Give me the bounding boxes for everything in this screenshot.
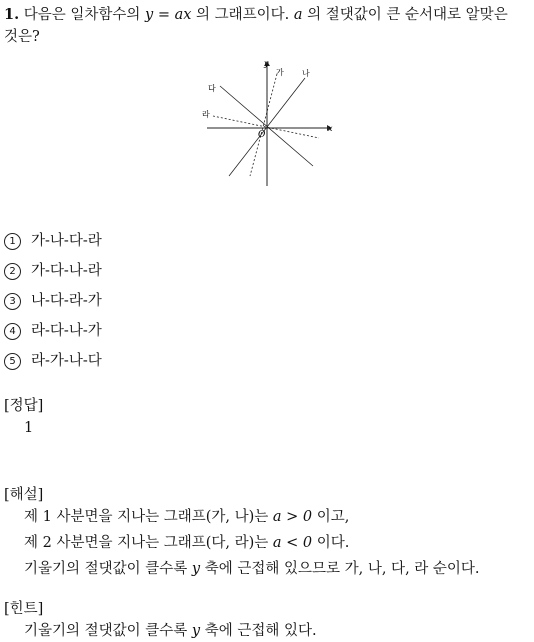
question-text-line2: 것은? xyxy=(4,29,40,45)
label-ga: 가 xyxy=(276,68,284,77)
question-text-part1: 다음은 일차함수의 xyxy=(23,7,146,23)
answer-heading: [정답] xyxy=(4,398,44,414)
question-number: 1. xyxy=(4,6,20,23)
hint-heading: [힌트] xyxy=(4,601,44,617)
label-da: 다 xyxy=(208,84,216,93)
explanation-section xyxy=(4,484,480,580)
explanation-line-1-pre: 제 1 사분면을 지나는 그래프(가, 나)는 xyxy=(24,509,273,525)
origin-label: O xyxy=(258,130,266,140)
question-formula: y = ax xyxy=(145,7,192,23)
line-ga xyxy=(250,74,277,176)
label-ra: 라 xyxy=(202,110,210,119)
explanation-line-2-math: a < 0 xyxy=(272,535,313,551)
choice-2[interactable] xyxy=(4,260,102,290)
choice-text: 가-나-다-라 xyxy=(31,233,102,249)
explanation-line-2 xyxy=(4,532,480,554)
hint-section xyxy=(4,598,317,642)
explanation-line-3-math: y xyxy=(191,561,201,577)
answer-section xyxy=(4,395,43,439)
line-ra xyxy=(213,116,319,138)
choice-text: 가-다-나-라 xyxy=(31,263,102,279)
question-text xyxy=(4,4,530,48)
choice-5[interactable] xyxy=(4,350,102,380)
choice-text: 라-다-나-가 xyxy=(31,323,102,339)
choice-list xyxy=(4,230,102,380)
label-na: 나 xyxy=(302,69,310,78)
explanation-line-1-post: 이고, xyxy=(312,509,350,525)
linear-function-graph xyxy=(195,58,340,188)
answer-value: 1 xyxy=(24,420,34,436)
choice-number: 2 xyxy=(4,263,21,280)
explanation-line-3-pre: 기울기의 절댓값이 클수록 xyxy=(24,561,192,577)
explanation-line-1-math: a > 0 xyxy=(272,509,313,525)
explanation-heading: [해설] xyxy=(4,487,44,503)
choice-4[interactable] xyxy=(4,320,102,350)
explanation-line-3 xyxy=(4,558,480,580)
explanation-line-1 xyxy=(4,506,480,528)
question-var: a xyxy=(293,7,303,23)
choice-number: 1 xyxy=(4,233,21,250)
choice-number: 4 xyxy=(4,323,21,340)
choice-1[interactable] xyxy=(4,230,102,260)
hint-line-math: y xyxy=(191,623,201,639)
choice-number: 5 xyxy=(4,353,21,370)
question-text-part3: 의 절댓값이 큰 순서대로 알맞은 xyxy=(302,7,508,23)
choice-3[interactable] xyxy=(4,290,102,320)
choice-number: 3 xyxy=(4,293,21,310)
explanation-line-3-post: 축에 근접해 있으므로 가, 나, 다, 라 순이다. xyxy=(200,561,480,577)
question-text-part2: 의 그래프이다. xyxy=(191,7,294,23)
choice-text: 나-다-라-가 xyxy=(31,293,102,309)
y-axis-label: y xyxy=(264,59,269,68)
choice-text: 라-가-나-다 xyxy=(31,353,102,369)
hint-line-post: 축에 근접해 있다. xyxy=(200,623,317,639)
explanation-line-2-pre: 제 2 사분면을 지나는 그래프(다, 라)는 xyxy=(24,535,273,551)
x-axis-label: x xyxy=(328,124,333,133)
explanation-line-2-post: 이다. xyxy=(312,535,350,551)
hint-line-pre: 기울기의 절댓값이 클수록 xyxy=(24,623,192,639)
